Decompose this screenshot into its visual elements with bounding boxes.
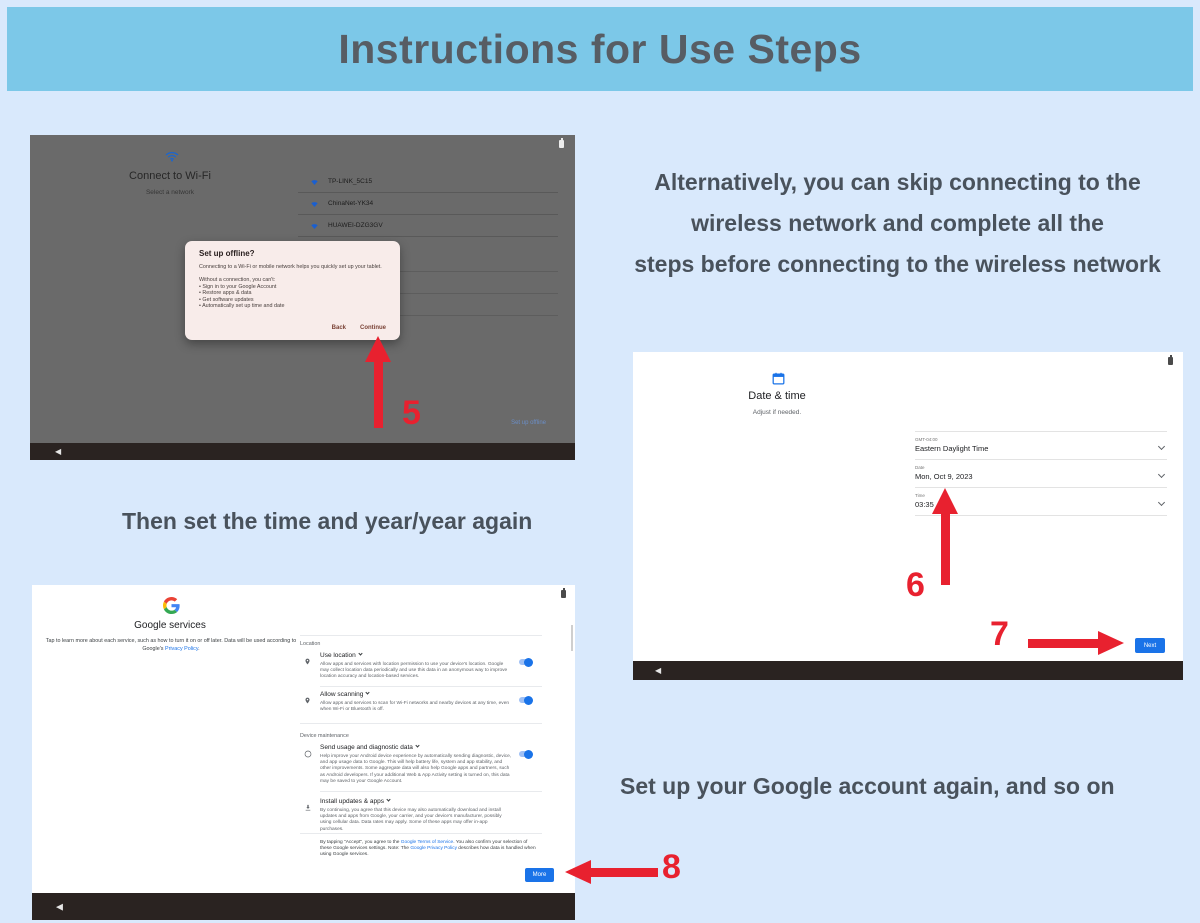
network-name: ChinaNet-YK34 — [328, 200, 374, 207]
intro-text-end: . — [198, 645, 200, 652]
divider — [300, 833, 542, 834]
arrow-8-stem — [590, 868, 658, 877]
google-services-options — [300, 585, 563, 885]
step-number-7: 7 — [990, 615, 1009, 653]
dialog-title: Set up offline? — [199, 249, 255, 258]
network-name: TP-LINK_5C15 — [328, 178, 373, 185]
maintenance-section-header: Device maintenance — [300, 733, 349, 739]
google-privacy-policy-link[interactable]: Google Privacy Policy — [410, 846, 457, 852]
battery-icon — [559, 140, 564, 148]
android-nav-bar — [633, 661, 1183, 680]
arrow-5-stem — [374, 360, 383, 428]
dialog-without-text: Without a connection, you can't: — [199, 277, 276, 283]
allow-scanning-toggle[interactable] — [519, 697, 532, 703]
location-pin-icon — [304, 653, 311, 671]
privacy-policy-link[interactable]: Privacy Policy — [164, 645, 199, 652]
page-title: Instructions for Use Steps — [338, 25, 862, 72]
dialog-body: Connecting to a Wi-Fi or mobile network helps you quickly set up your tablet. — [199, 264, 382, 270]
arrow-5-head — [365, 336, 391, 362]
google-services-screenshot — [32, 585, 575, 920]
google-services-intro — [40, 638, 302, 653]
network-row[interactable] — [298, 193, 558, 215]
back-button[interactable]: Back — [331, 325, 346, 331]
back-nav-icon[interactable]: ◀ — [655, 665, 662, 675]
dialog-bullet: • Restore apps & data — [199, 290, 252, 297]
install-updates-desc: By continuing, you agree that this device may also automatically download and install updates and apps from Google, your carrier, and your device's manufacturer, possibly using cellular data. Data rates may apply. Some of these apps may offer in-app purchases. — [320, 808, 502, 832]
datetime-screen-title: Date & time — [748, 390, 806, 402]
chevron-down-icon — [415, 743, 419, 747]
alternative-note-line: steps before connecting to the wireless network — [634, 251, 1161, 277]
field-value: Mon, Oct 9, 2023 — [915, 472, 973, 481]
google-logo — [163, 597, 180, 619]
field-value: 03:35 — [915, 500, 934, 509]
arrow-6-stem — [941, 512, 950, 585]
diagnostic-circle-icon — [304, 745, 312, 763]
use-location-desc: Allow apps and services with location permission to use your device's location. Google may collect location data periodically and use this data in an anonymous way to improve location accuracy and location-based services. — [320, 662, 508, 680]
datetime-screen-subtitle: Adjust if needed. — [752, 409, 802, 416]
then-note: Then set the time and year/year again — [122, 508, 533, 534]
back-nav-icon[interactable]: ◀ — [55, 446, 62, 456]
dialog-bullet: • Sign in to your Google Account — [199, 284, 277, 290]
google-account-note: Set up your Google account again, and so on — [620, 773, 1115, 799]
allow-scanning-desc: Allow apps and services to scan for Wi-Fi networks and nearby devices at any time, even when Wi-Fi or Bluetooth is off. — [320, 701, 510, 713]
dialog-bullet: • Get software updates — [199, 296, 254, 303]
field-label: GMT-04:00 — [915, 437, 938, 442]
more-button[interactable]: More — [525, 868, 554, 882]
android-nav-bar — [30, 443, 575, 460]
usage-data-toggle[interactable] — [519, 751, 532, 757]
use-location-item[interactable]: Use location — [320, 652, 362, 659]
divider — [320, 686, 542, 687]
wifi-lock-icon — [310, 217, 319, 235]
setup-offline-dialog — [185, 241, 400, 340]
allow-scanning-item[interactable]: Allow scanning — [320, 691, 369, 698]
alternative-note-line: wireless network and complete all the — [691, 210, 1104, 236]
network-list — [298, 171, 558, 237]
wifi-screen-subtitle: Select a network — [145, 189, 195, 196]
install-updates-item[interactable]: Install updates & apps — [320, 798, 390, 805]
step-number-5: 5 — [402, 394, 421, 432]
dialog-bullet: • Automatically set up time and date — [199, 303, 285, 310]
field-label: Time — [915, 493, 925, 498]
calendar-icon — [771, 371, 786, 391]
step-number-8: 8 — [662, 848, 681, 886]
location-pin-icon — [304, 692, 311, 710]
network-name: HUAWEI-DZG3GV — [328, 222, 383, 229]
continue-button[interactable]: Continue — [360, 325, 386, 331]
back-nav-icon[interactable]: ◀ — [56, 901, 63, 911]
terms-of-service-link[interactable]: Google Terms of Service — [400, 840, 454, 845]
scrollbar[interactable] — [571, 625, 573, 651]
android-nav-bar — [32, 893, 575, 920]
dialog-bullet-list — [199, 284, 285, 310]
page-title-bar — [7, 7, 1193, 91]
chevron-down-icon — [358, 651, 362, 655]
set-up-offline-link[interactable]: Set up offline — [511, 420, 546, 426]
divider — [320, 791, 542, 792]
wifi-setup-screenshot — [30, 135, 575, 460]
arrow-7-head — [1098, 631, 1124, 655]
alternative-note-line: Alternatively, you can skip connecting to the — [654, 169, 1141, 195]
network-row[interactable] — [298, 215, 558, 237]
wifi-lock-icon — [310, 195, 319, 213]
date-field[interactable] — [915, 460, 1167, 488]
chevron-down-icon — [386, 797, 390, 801]
field-label: Date — [915, 465, 925, 470]
alternative-note — [605, 162, 1190, 285]
accept-terms-text: By tapping "Accept", you agree to the Google Terms of Service. You also confirm your selection of these Google services settings. Note: The Google Privacy Policy describes how data is handled when using Google services. — [320, 840, 536, 858]
location-section-header: Location — [300, 641, 321, 647]
arrow-6-head — [932, 488, 958, 514]
timezone-field[interactable] — [915, 432, 1167, 460]
intro-text: Tap to learn more about each service, such as how to turn it on or off later. Data will be used according to Google's — [45, 638, 297, 652]
network-row[interactable] — [298, 171, 558, 193]
divider — [300, 723, 542, 724]
wifi-screen-title: Connect to Wi-Fi — [129, 170, 211, 182]
wifi-icon — [164, 149, 180, 169]
step-number-6: 6 — [906, 566, 925, 604]
chevron-down-icon — [366, 690, 370, 694]
google-services-title: Google services — [134, 620, 206, 631]
wifi-lock-icon — [310, 173, 319, 191]
field-value: Eastern Daylight Time — [915, 444, 989, 453]
download-icon — [304, 799, 312, 817]
arrow-8-head — [565, 860, 591, 884]
usage-data-item[interactable]: Send usage and diagnostic data — [320, 744, 419, 751]
arrow-7-stem — [1028, 639, 1100, 648]
usage-data-desc: Help improve your Android device experience by automatically sending diagnostic, device, and app usage data to Google. This will help battery life, system and app stability, and other improvements. Some aggregate data will also help Google apps and partners, such as Android developers. If your additional Web & App Activity setting is turned on, this data may be saved to your Google Account. — [320, 754, 512, 784]
next-button[interactable]: Next — [1135, 638, 1165, 653]
use-location-toggle[interactable] — [519, 659, 532, 665]
battery-icon — [1168, 357, 1173, 365]
divider — [300, 635, 542, 636]
